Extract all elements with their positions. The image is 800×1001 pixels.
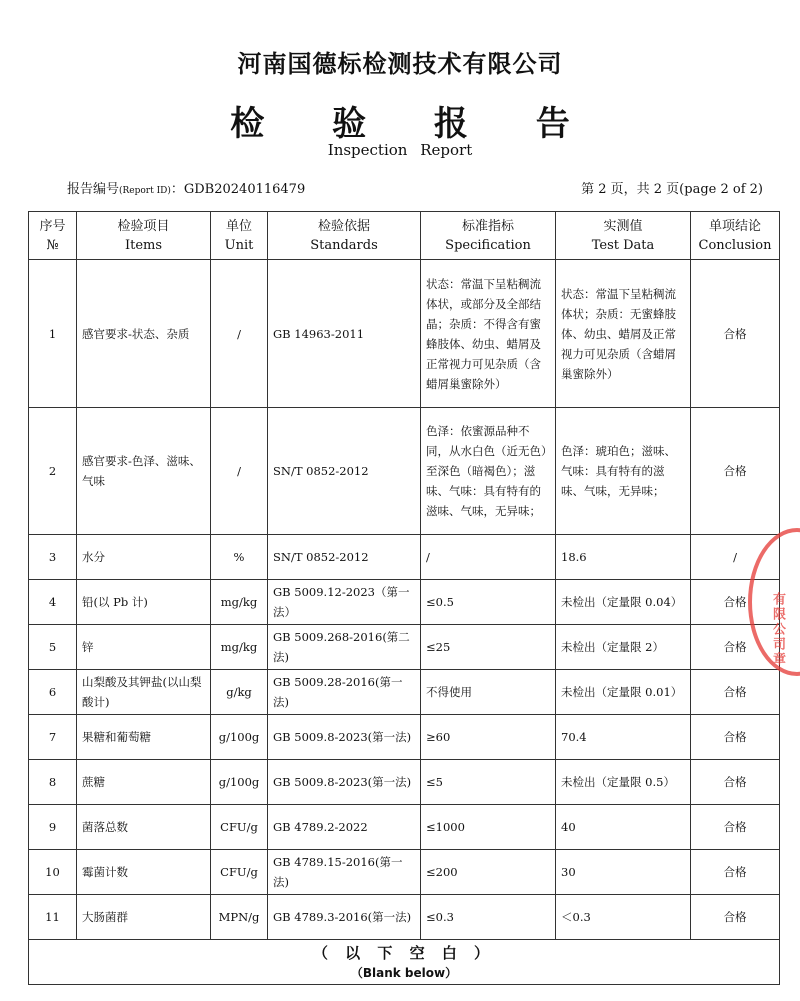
cell-standard: GB 5009.8-2023(第一法) — [268, 715, 421, 760]
cell-unit: CFU/g — [211, 805, 268, 850]
cell-item: 水分 — [77, 535, 211, 580]
cell-item: 果糖和葡萄糖 — [77, 715, 211, 760]
cell-conclusion: / — [691, 535, 780, 580]
cell-no: 3 — [29, 535, 77, 580]
cell-unit: g/kg — [211, 670, 268, 715]
cell-item: 大肠菌群 — [77, 895, 211, 940]
cell-conclusion: 合格 — [691, 625, 780, 670]
cell-standard: GB 14963-2011 — [268, 260, 421, 408]
cell-unit: g/100g — [211, 760, 268, 805]
cell-no: 2 — [29, 408, 77, 535]
cell-no: 10 — [29, 850, 77, 895]
page-info: 第 2 页，共 2 页(page 2 of 2) — [581, 182, 763, 197]
report-id-label: 报告编号 — [67, 182, 120, 197]
report-title: 检 验 报 告 — [230, 104, 598, 144]
cell-unit: % — [211, 535, 268, 580]
stamp-text: 有限公司章 — [770, 592, 785, 667]
cell-no: 7 — [29, 715, 77, 760]
cell-conclusion: 合格 — [691, 895, 780, 940]
blank-below-en: （Blank below） — [350, 966, 458, 980]
cell-spec: 色泽：依蜜源品种不同，从水白色（近无色）至深色（暗褐色）；滋味、气味：具有特有的滋味、气味，无异味； — [421, 408, 556, 535]
cell-data: 70.4 — [556, 715, 691, 760]
cell-item: 蔗糖 — [77, 760, 211, 805]
cell-spec: ≤0.5 — [421, 580, 556, 625]
cell-item: 铅(以 Pb 计) — [77, 580, 211, 625]
table-header-row — [29, 212, 780, 260]
cell-item: 霉菌计数 — [77, 850, 211, 895]
cell-item: 锌 — [77, 625, 211, 670]
cell-standard: GB 4789.2-2022 — [268, 805, 421, 850]
col-header-testdata: 实测值 Test Data — [556, 212, 691, 260]
cell-data: 未检出（定量限 0.01） — [556, 670, 691, 715]
cell-no: 11 — [29, 895, 77, 940]
table-row — [29, 625, 780, 670]
cell-no: 4 — [29, 580, 77, 625]
col-header-spec: 标准指标 Specification — [421, 212, 556, 260]
cell-no: 5 — [29, 625, 77, 670]
cell-item: 山梨酸及其钾盐(以山梨酸计) — [77, 670, 211, 715]
report-id-label-en: (Report ID) — [119, 186, 171, 196]
cell-conclusion: 合格 — [691, 850, 780, 895]
cell-standard: GB 5009.8-2023(第一法) — [268, 760, 421, 805]
table-row — [29, 850, 780, 895]
table-row — [29, 715, 780, 760]
cell-data: 18.6 — [556, 535, 691, 580]
cell-conclusion: 合格 — [691, 715, 780, 760]
cell-data: 未检出（定量限 0.04） — [556, 580, 691, 625]
cell-data: 30 — [556, 850, 691, 895]
cell-unit: mg/kg — [211, 625, 268, 670]
cell-data: 未检出（定量限 2） — [556, 625, 691, 670]
cell-spec: / — [421, 535, 556, 580]
cell-conclusion: 合格 — [691, 260, 780, 408]
cell-spec: ≤25 — [421, 625, 556, 670]
col-header-items: 检验项目 Items — [77, 212, 211, 260]
col-header-standards: 检验依据 Standards — [268, 212, 421, 260]
table-row — [29, 895, 780, 940]
cell-data: 40 — [556, 805, 691, 850]
report-subtitle: Inspection Report — [327, 141, 473, 159]
cell-spec: ≤5 — [421, 760, 556, 805]
table-row — [29, 535, 780, 580]
report-meta — [67, 178, 763, 197]
cell-item: 菌落总数 — [77, 805, 211, 850]
cell-standard: GB 5009.28-2016(第一法) — [268, 670, 421, 715]
col-header-unit: 单位 Unit — [211, 212, 268, 260]
cell-standard: GB 5009.12-2023（第一法） — [268, 580, 421, 625]
table-row — [29, 260, 780, 408]
cell-spec: ≤200 — [421, 850, 556, 895]
cell-item: 感官要求-色泽、滋味、气味 — [77, 408, 211, 535]
table-row — [29, 805, 780, 850]
blank-below-cell — [29, 940, 780, 985]
cell-no: 9 — [29, 805, 77, 850]
report-id — [67, 178, 305, 197]
blank-below-cn: （ 以 下 空 白 ） — [312, 944, 496, 962]
cell-standard: GB 5009.268-2016(第二法) — [268, 625, 421, 670]
cell-unit: / — [211, 260, 268, 408]
cell-spec: 不得使用 — [421, 670, 556, 715]
cell-unit: g/100g — [211, 715, 268, 760]
cell-standard: SN/T 0852-2012 — [268, 535, 421, 580]
cell-data: 色泽：琥珀色；滋味、气味：具有特有的滋味、气味，无异味； — [556, 408, 691, 535]
cell-spec: ≥60 — [421, 715, 556, 760]
cell-no: 6 — [29, 670, 77, 715]
cell-conclusion: 合格 — [691, 408, 780, 535]
company-name: 河南国德标检测技术有限公司 — [237, 49, 563, 78]
cell-standard: SN/T 0852-2012 — [268, 408, 421, 535]
cell-unit: mg/kg — [211, 580, 268, 625]
cell-standard: GB 4789.3-2016(第一法) — [268, 895, 421, 940]
cell-data: ＜0.3 — [556, 895, 691, 940]
cell-spec: ≤1000 — [421, 805, 556, 850]
cell-conclusion: 合格 — [691, 760, 780, 805]
cell-no: 1 — [29, 260, 77, 408]
table-row — [29, 408, 780, 535]
table-row — [29, 670, 780, 715]
cell-spec: 状态：常温下呈粘稠流体状，或部分及全部结晶；杂质：不得含有蜜蜂肢体、幼虫、蜡屑及正常视力可见杂质（含蜡屑巢蜜除外） — [421, 260, 556, 408]
cell-data: 状态：常温下呈粘稠流体状；杂质：无蜜蜂肢体、幼虫、蜡屑及正常视力可见杂质（含蜡屑巢蜜除外） — [556, 260, 691, 408]
cell-unit: / — [211, 408, 268, 535]
results-table — [28, 211, 780, 985]
cell-data: 未检出（定量限 0.5） — [556, 760, 691, 805]
table-row — [29, 580, 780, 625]
cell-unit: CFU/g — [211, 850, 268, 895]
cell-conclusion: 合格 — [691, 670, 780, 715]
col-header-conclusion: 单项结论 Conclusion — [691, 212, 780, 260]
col-header-no: 序号 № — [29, 212, 77, 260]
cell-item: 感官要求-状态、杂质 — [77, 260, 211, 408]
cell-unit: MPN/g — [211, 895, 268, 940]
cell-spec: ≤0.3 — [421, 895, 556, 940]
cell-no: 8 — [29, 760, 77, 805]
cell-conclusion: 合格 — [691, 580, 780, 625]
blank-below-row — [29, 940, 780, 985]
cell-conclusion: 合格 — [691, 805, 780, 850]
table-row — [29, 760, 780, 805]
report-id-value: ：GDB20240116479 — [170, 182, 306, 197]
cell-standard: GB 4789.15-2016(第一法) — [268, 850, 421, 895]
